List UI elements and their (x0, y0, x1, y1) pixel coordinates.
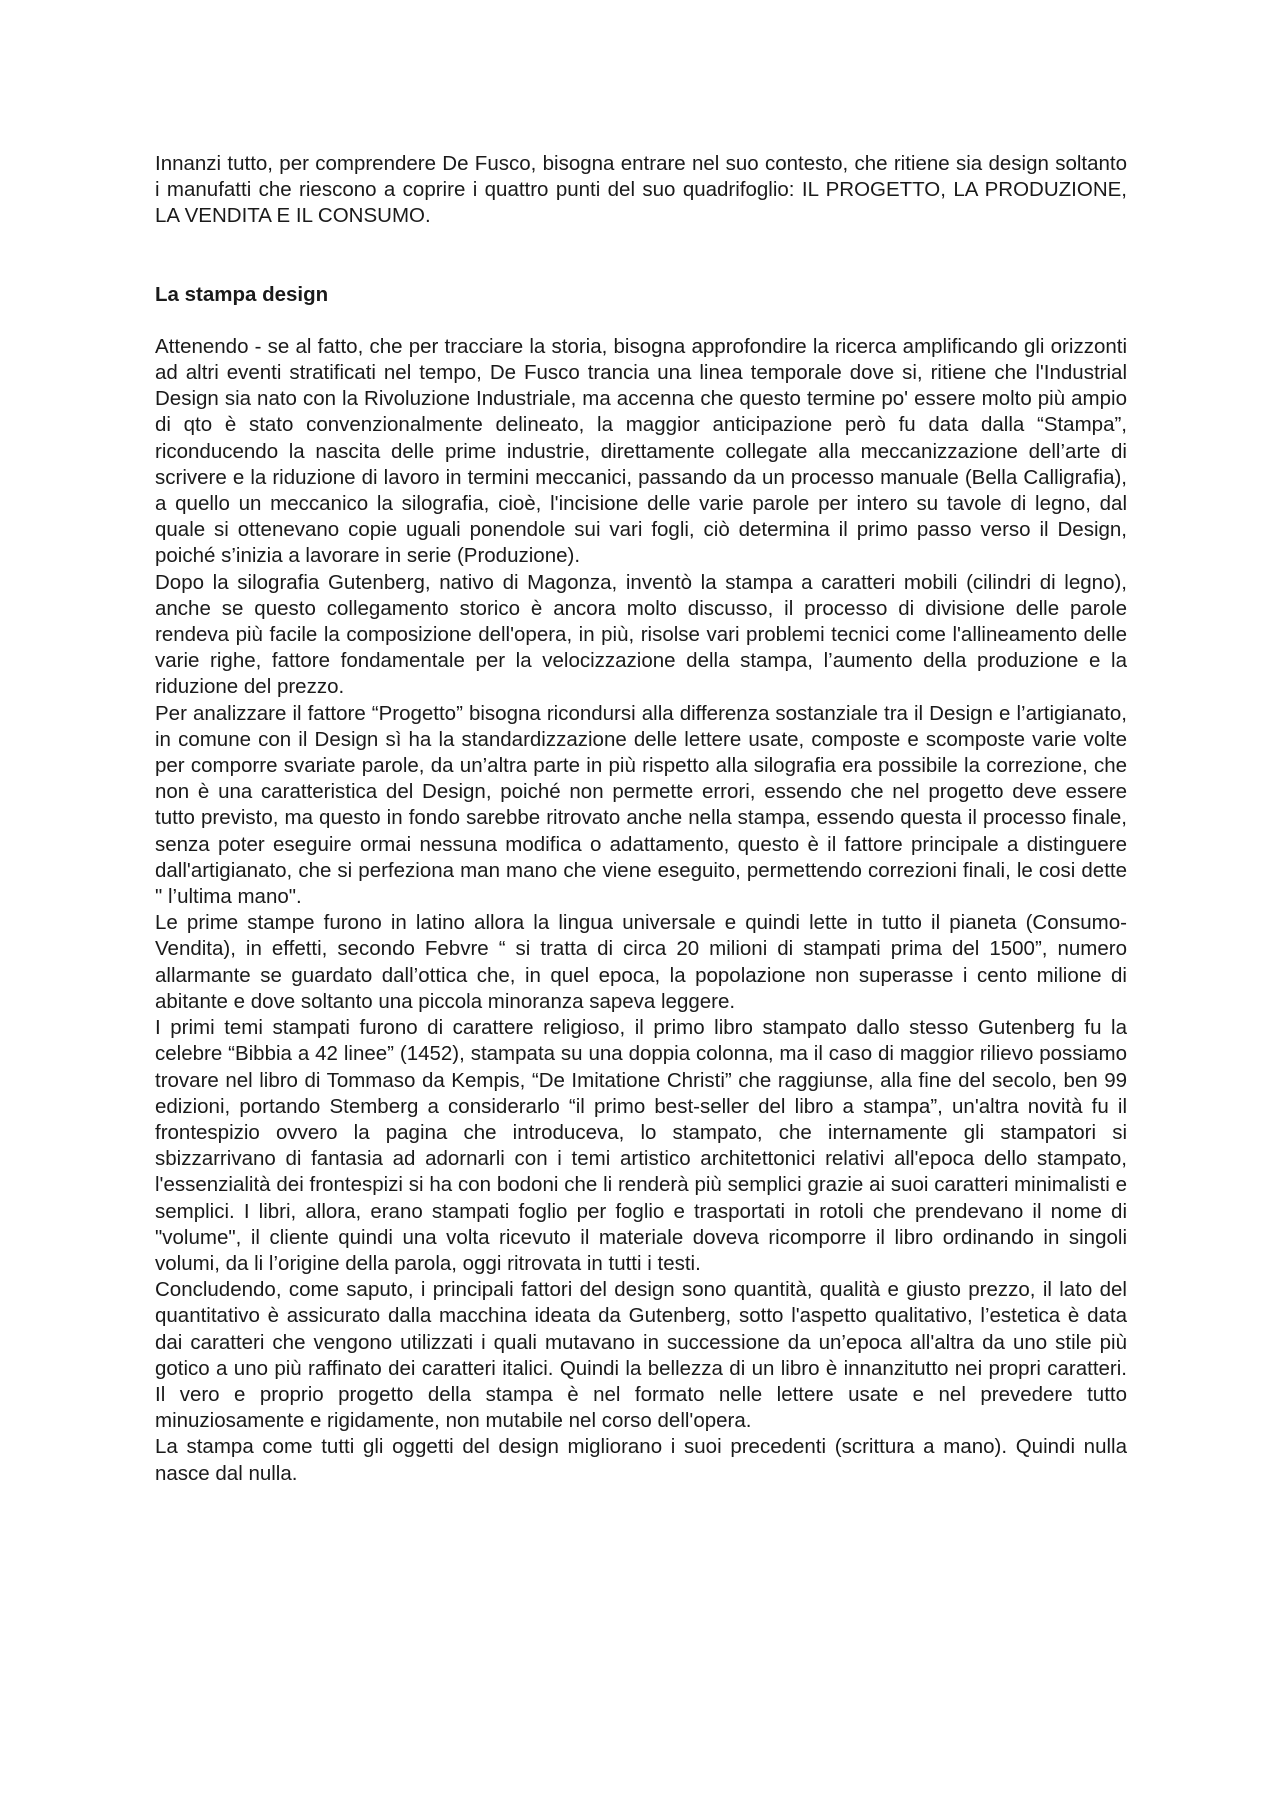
document-body (155, 151, 1127, 1487)
body-paragraph: Per analizzare il fattore “Progetto” bisogna ricondursi alla differenza sostanziale tra il Design e l’artigianato, in comune con il Design sì ha la standardizzazione delle lettere usate, composte e scomposte varie volte per comporre svariate parole, da un’altra parte in più rispetto alla silografia era possibile la correzione, che non è una caratteristica del Design, poiché non permette errori, essendo che nel progetto deve essere tutto previsto, ma questo in fondo sarebbe ritrovato anche nella stampa, essendo questa il processo finale, senza poter eseguire ormai nessuna modifica o adattamento, questo è il fattore principale a distinguere dall'artigianato, che si perfeziona man mano che viene eseguito, permettendo correzioni finali, le cosi dette " l’ultima mano". (155, 701, 1127, 909)
section-title: La stampa design (155, 282, 329, 306)
intro-paragraph: Innanzi tutto, per comprendere De Fusco, bisogna entrare nel suo contesto, che ritiene sia design soltanto i manufatti che riescono a coprire i quattro punti del suo quadrifoglio: IL PROGETTO, LA PRODUZIONE, LA VENDITA E IL CONSUMO. (155, 152, 1127, 228)
body-paragraph: Concludendo, come saputo, i principali fattori del design sono quantità, qualità e giusto prezzo, il lato del quantitativo è assicurato dalla macchina ideata da Gutenberg, sotto l'aspetto qualitativo, l’estetica è data dai caratteri che vengono utilizzati i quali mutavano in successione da un’epoca all'altra da uno stile più gotico a uno più raffinato dei caratteri italici. Quindi la bellezza di un libro è innanzitutto nei propri caratteri. Il vero e proprio progetto della stampa è nel formato nelle lettere usate e nel prevedere tutto minuziosamente e rigidamente, non mutabile nel corso dell'opera. (155, 1278, 1127, 1433)
body-paragraph: I primi temi stampati furono di carattere religioso, il primo libro stampato dallo stesso Gutenberg fu la celebre “Bibbia a 42 linee” (1452), stampata su una doppia colonna, ma il caso di maggior rilievo possiamo trovare nel libro di Tommaso da Kempis, “De Imitatione Christi” che raggiunse, alla fine del secolo, ben 99 edizioni, portando Stemberg a considerarlo “il primo best-seller del libro a stampa”, un'altra novità fu il frontespizio ovvero la pagina che introduceva, lo stampato, che internamente gli stampatori si sbizzarrivano di fantasia ad adornarli con i temi artistico architettonici relativi all'epoca dello stampato, l'essenzialità dei frontespizi si ha con bodoni che li renderà più semplici grazie ai suoi caratteri minimalisti e semplici. I libri, allora, erano stampati foglio per foglio e trasportati in rotoli che prendevano il nome di "volume", il cliente quindi una volta ricevuto il materiale doveva ricomporre il libro ordinando in singoli volumi, da li l’origine della parola, oggi ritrovata in tutti i testi. (155, 1016, 1127, 1275)
body-paragraph: Dopo la silografia Gutenberg, nativo di Magonza, inventò la stampa a caratteri mobili (cilindri di legno), anche se questo collegamento storico è ancora molto discusso, il processo di divisione delle parole rendeva più facile la composizione dell'opera, in più, risolse vari problemi tecnici come l'allineamento delle varie righe, fattore fondamentale per la velocizzazione della stampa, l’aumento della produzione e la riduzione del prezzo. (155, 570, 1127, 699)
body-paragraph: Attenendo - se al fatto, che per tracciare la storia, bisogna approfondire la ricerca amplificando gli orizzonti ad altri eventi stratificati nel tempo, De Fusco trancia una linea temporale dove si, ritiene che l'Industrial Design sia nato con la Rivoluzione Industriale, ma accenna che questo termine po' essere molto più ampio di qto è stato convenzionalmente delineato, la maggior anticipazione però fu data dalla “Stampa”, riconducendo la nascita delle prime industrie, direttamente collegate alla meccanizzazione dell’arte di scrivere e la riduzione di lavoro in termini meccanici, passando da un processo manuale (Bella Calligrafia), a quello un meccanico la silografia, cioè, l'incisione delle varie parole per intero su tavole di legno, dal quale si ottenevano copie uguali ponendole sui vari fogli, ciò determina il primo passo verso il Design, poiché s’inizia a lavorare in serie (Produzione). (155, 334, 1127, 568)
body-paragraph: La stampa come tutti gli oggetti del design migliorano i suoi precedenti (scrittura a mano). Quindi nulla nasce dal nulla. (155, 1435, 1127, 1485)
body-paragraph: Le prime stampe furono in latino allora la lingua universale e quindi lette in tutto il pianeta (Consumo-Vendita), in effetti, secondo Febvre “ si tratta di circa 20 milioni di stampati prima del 1500”, numero allarmante se guardato dall’ottica che, in quel epoca, la popolazione non superasse i cento milione di abitante e dove soltanto una piccola minoranza sapeva leggere. (155, 911, 1127, 1013)
